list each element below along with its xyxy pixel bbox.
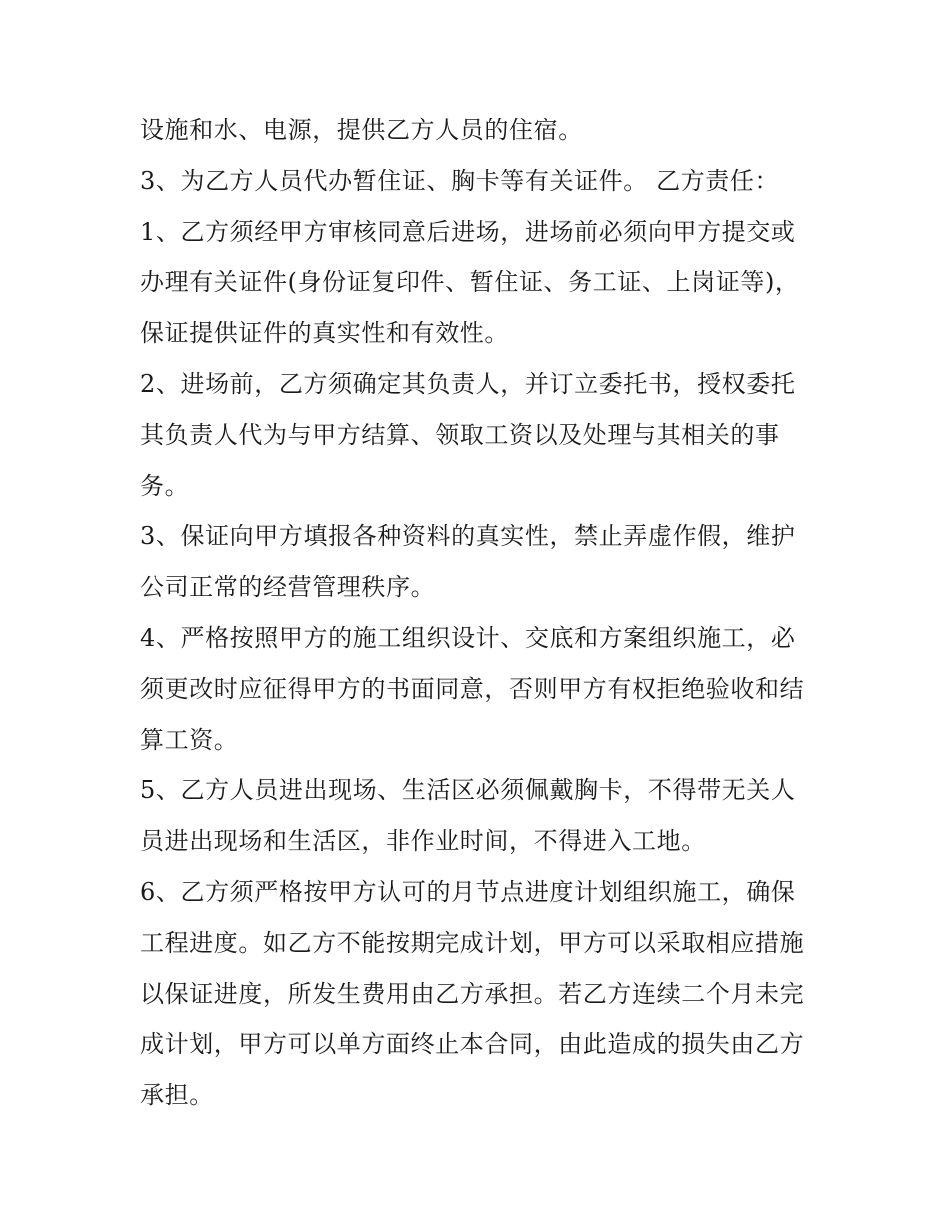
text-line: 其负责人代为与甲方结算、领取工资以及处理与其相关的事: [140, 420, 780, 449]
text-line: 2、进场前，乙方须确定其负责人，并订立委托书，授权委托: [140, 369, 796, 398]
text-line: 承担。: [140, 1081, 214, 1110]
text-line: 办理有关证件(身份证复印件、暂住证、务工证、上岗证等)，: [140, 268, 800, 297]
text-line: 算工资。: [140, 725, 239, 754]
document-body: [140, 105, 820, 1121]
text-line: 保证提供证件的真实性和有效性。: [140, 319, 509, 348]
text-line: 务。: [140, 471, 190, 500]
text-line: 4、严格按照甲方的施工组织设计、交底和方案组织施工，必: [140, 623, 796, 652]
text-line: 6、乙方须严格按甲方认可的月节点进度计划组织施工，确保: [140, 877, 796, 906]
text-line: 工程进度。如乙方不能按期完成计划，甲方可以采取相应措施: [140, 928, 805, 957]
text-line: 公司正常的经营管理秩序。: [140, 573, 436, 602]
text-line: 须更改时应征得甲方的书面同意，否则甲方有权拒绝验收和结: [140, 674, 805, 703]
text-line: 5、乙方人员进出现场、生活区必须佩戴胸卡，不得带无关人: [140, 776, 796, 805]
text-line: 3、保证向甲方填报各种资料的真实性，禁止弄虚作假，维护: [140, 522, 796, 551]
text-line: 1、乙方须经甲方审核同意后进场，进场前必须向甲方提交或: [140, 217, 796, 246]
text-line: 3、为乙方人员代办暂住证、胸卡等有关证件。 乙方责任：: [140, 166, 780, 195]
text-line: 成计划，甲方可以单方面终止本合同，由此造成的损失由乙方: [140, 1030, 805, 1059]
text-line: 设施和水、电源，提供乙方人员的住宿。: [140, 116, 583, 144]
text-line: 员进出现场和生活区，非作业时间，不得进入工地。: [140, 827, 706, 856]
text-line: 以保证进度，所发生费用由乙方承担。若乙方连续二个月未完: [140, 979, 805, 1008]
